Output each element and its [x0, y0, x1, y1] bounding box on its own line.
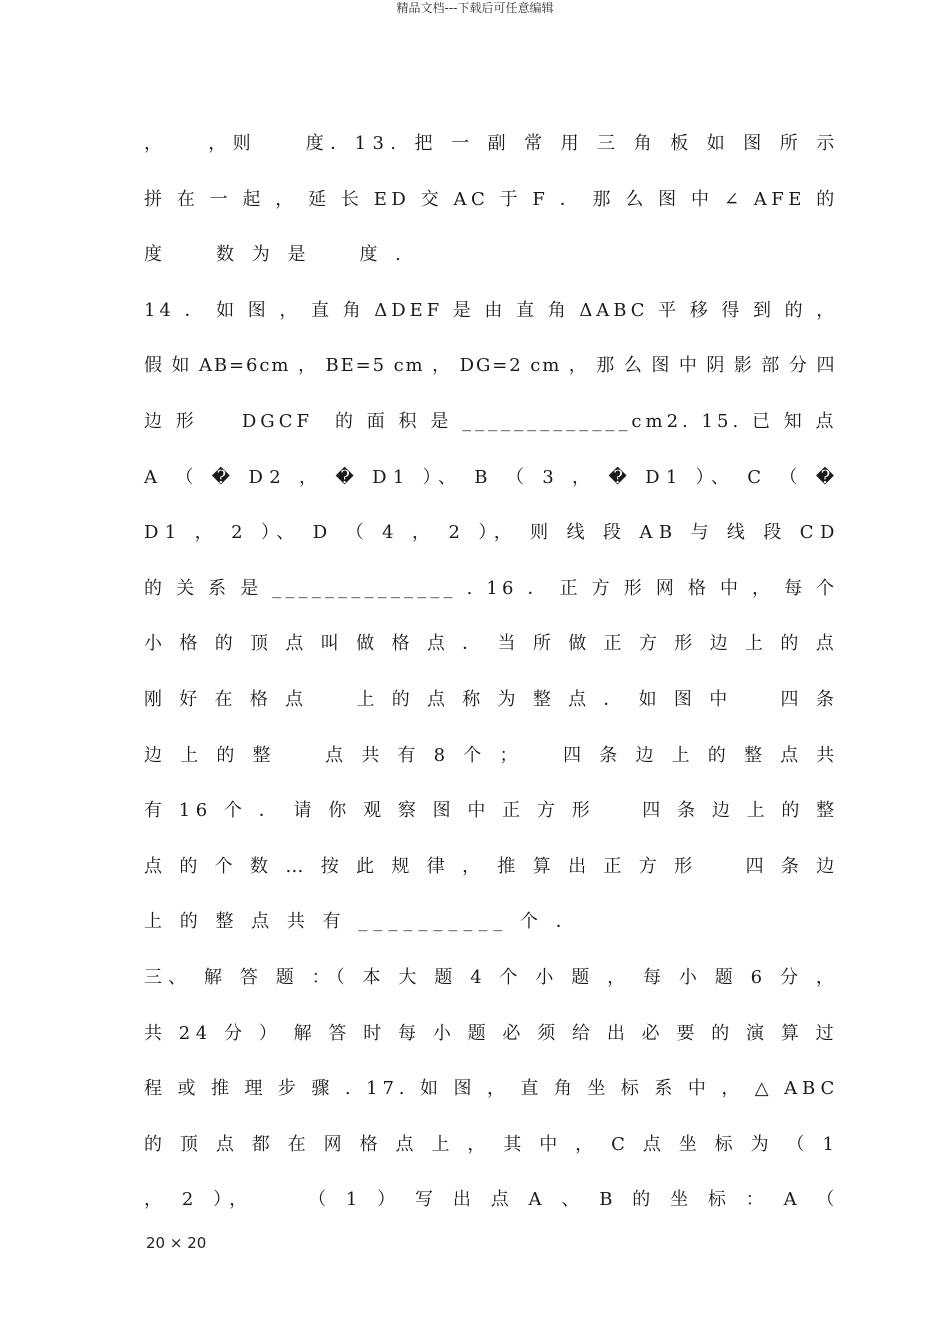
- text-line: 小 格 的 顶 点 叫 做 格 点 ． 当 所 做 正 方 形 边 上 的 点: [144, 633, 840, 655]
- text-line: 边 上 的 整 点 共 有 8 个 ； 四 条 边 上 的 整 点 共: [144, 744, 841, 766]
- text-line: 度 数 为 是 度 .: [144, 244, 407, 266]
- text-line: D1 ， 2 ）、 D （ 4 ， 2 ）， 则 线 段 AB 与 线 段 CD: [144, 522, 841, 544]
- text-line: A （ � D2 ， � D1 ）、 B （ 3 ， � D1 ）、 C （ �: [144, 466, 841, 488]
- text-line: 假 如 AB=6cm ， BE=5 cm ， DG=2 cm ， 那 么 图 中 阴 影 部 分 四: [144, 355, 837, 377]
- text-line: 有 16 个 ． 请 你 观 察 图 中 正 方 形 四 条 边 上 的 整: [144, 800, 840, 822]
- text-line: 边 形 DGCF 的 面 积 是 _____________cm2. 15. 已 知 点: [144, 411, 838, 432]
- text-line: 拼 在 一 起 ， 延 长 ED 交 AC 于 F ． 那 么 图 中 ∠ AFE 的: [144, 188, 839, 210]
- text-line: 的 关 系 是 ______________ . 16 ． 正 方 形 网 格 中 ， 每 个: [144, 577, 839, 599]
- page-footer-note: 20 × 20: [146, 1234, 207, 1252]
- text-line: 刚 好 在 格 点 上 的 点 称 为 整 点 ． 如 图 中 四 条: [144, 689, 840, 710]
- text-line: 14 ． 如 图 ， 直 角 ΔDEF 是 由 直 角 ΔABC 平 移 得 到 的 ，: [144, 299, 839, 321]
- text-line: ， 2 ）， （ 1 ） 写 出 点 A 、 B 的 坐 标 ： A （: [144, 1189, 842, 1211]
- text-line: 的 顶 点 都 在 网 格 点 上 ， 其 中 ， C 点 坐 标 为 （ 1: [144, 1133, 841, 1155]
- text-line: ， ，则 度．13. 把 一 副 常 用 三 角 板 如 图 所 示: [144, 133, 841, 154]
- text-line: 三、 解 答 题 ：（ 本 大 题 4 个 小 题 ， 每 小 题 6 分 ，: [144, 967, 840, 988]
- page-header: 精品文档---下载后可任意编辑: [396, 1, 554, 15]
- text-line: 点 的 个 数 … 按 此 规 律 ， 推 算 出 正 方 形 四 条 边: [144, 855, 841, 877]
- text-line: 上 的 整 点 共 有 __________ 个 ．: [144, 911, 580, 933]
- text-line: 共 24 分 ） 解 答 时 每 小 题 必 须 给 出 必 要 的 演 算 过: [144, 1022, 840, 1044]
- text-line: 程 或 推 理 步 骤 . 17. 如 图 ， 直 角 坐 标 系 中 ， △ ABC: [144, 1078, 840, 1100]
